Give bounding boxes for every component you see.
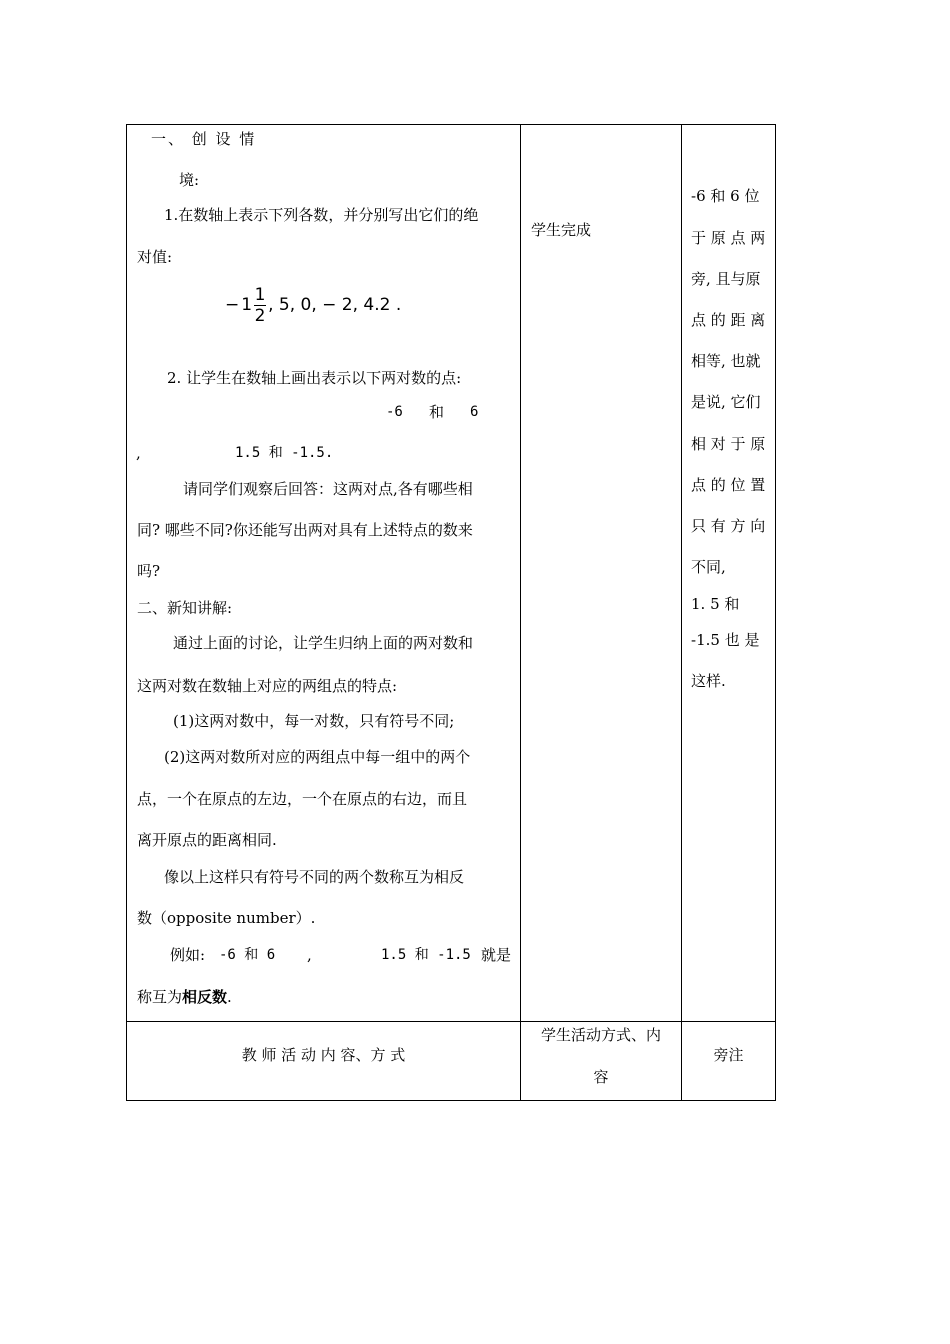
footer-divider: [127, 1021, 775, 1022]
question-line-3: 吗?: [137, 562, 161, 580]
footer-student-activity-line-1: 学生活动方式、内: [540, 1026, 661, 1044]
pair-1-and: 和: [429, 403, 445, 421]
task-1-line-1: 1.在数轴上表示下列各数，并分别写出它们的绝: [164, 206, 479, 224]
example-label: 例如:: [170, 946, 206, 964]
side-note-line: 于 原 点 两: [691, 229, 766, 247]
task-2-line: 2. 让学生在数轴上画出表示以下两对数的点:: [167, 369, 462, 387]
conclusion-line: [137, 987, 232, 1007]
section-heading-1-cont: 境:: [179, 171, 200, 189]
side-note-line: 这样.: [691, 672, 726, 690]
section-heading-1: 一、 创 设 情: [151, 130, 257, 148]
section-heading-2: 二、新知讲解:: [137, 599, 233, 617]
side-note-line: 只 有 方 向: [691, 517, 766, 535]
pair-1-first: -6: [386, 404, 403, 420]
footer-student-activity-line-2: 容: [593, 1068, 609, 1086]
side-note-line: 点 的 距 离: [691, 311, 766, 329]
pair-2: 1.5 和 -1.5.: [235, 445, 334, 461]
question-line-1: 请同学们观察后回答：这两对点,各有哪些相: [183, 480, 473, 498]
feature-2-line-3: 离开原点的距离相同.: [137, 831, 277, 849]
side-note-line: 旁, 且与原: [691, 270, 761, 288]
feature-2-line-2: 点，一个在原点的左边，一个在原点的右边，而且: [137, 790, 468, 808]
lesson-table: [126, 124, 776, 1101]
example-comma: ,: [307, 946, 312, 964]
side-note-line: 相等, 也就: [691, 352, 761, 370]
side-note-line: 点 的 位 置: [691, 476, 766, 494]
example-pair-1: -6 和 6: [219, 947, 276, 963]
side-note-line: 相 对 于 原: [691, 435, 766, 453]
key-term-opposite-numbers: 相反数: [182, 988, 228, 1006]
fraction-denominator: 2: [254, 305, 266, 326]
feature-2-line-1: (2)这两对数所对应的两组点中每一组中的两个: [164, 748, 471, 766]
feature-1: (1)这两对数中，每一对数，只有符号不同;: [173, 712, 455, 730]
side-note-line: -1.5 也 是: [691, 631, 760, 649]
column-divider-1: [520, 125, 521, 1100]
number-list-expression: [225, 277, 401, 333]
example-tail: 就是: [481, 946, 512, 964]
footer-teacher-activity: 教 师 活 动 内 容、方 式: [241, 1046, 406, 1064]
new-knowledge-line-2: 这两对数在数轴上对应的两组点的特点:: [137, 677, 398, 695]
new-knowledge-line-1: 通过上面的讨论，让学生归纳上面的两对数和: [173, 634, 474, 652]
task-1-line-2: 对值:: [137, 248, 173, 266]
footer-side-note: 旁注: [713, 1046, 744, 1064]
conclusion-dot: .: [227, 988, 232, 1006]
example-pair-2: 1.5 和 -1.5: [381, 947, 471, 963]
conclusion-prefix: 称互为: [137, 988, 183, 1006]
side-note-line: 不同,: [691, 558, 726, 576]
fraction: [254, 286, 266, 325]
column-divider-2: [681, 125, 682, 1100]
definition-line-2: 数（opposite number）.: [137, 909, 316, 927]
whole-part: 1: [241, 295, 253, 315]
student-activity-text: 学生完成: [531, 221, 592, 239]
number-list-rest: , 5, 0, − 2, 4.2 .: [268, 295, 402, 315]
question-line-2: 同? 哪些不同?你还能写出两对具有上述特点的数来: [137, 521, 473, 539]
fraction-numerator: 1: [254, 284, 266, 305]
side-note-line: 1. 5 和: [691, 595, 740, 613]
side-note-line: -6 和 6 位: [691, 187, 760, 205]
leading-comma: ,: [136, 444, 141, 462]
side-note-line: 是说, 它们: [691, 393, 761, 411]
pair-1-second: 6: [470, 404, 479, 420]
minus-sign: −: [225, 295, 240, 315]
definition-line-1: 像以上这样只有符号不同的两个数称互为相反: [164, 868, 465, 886]
